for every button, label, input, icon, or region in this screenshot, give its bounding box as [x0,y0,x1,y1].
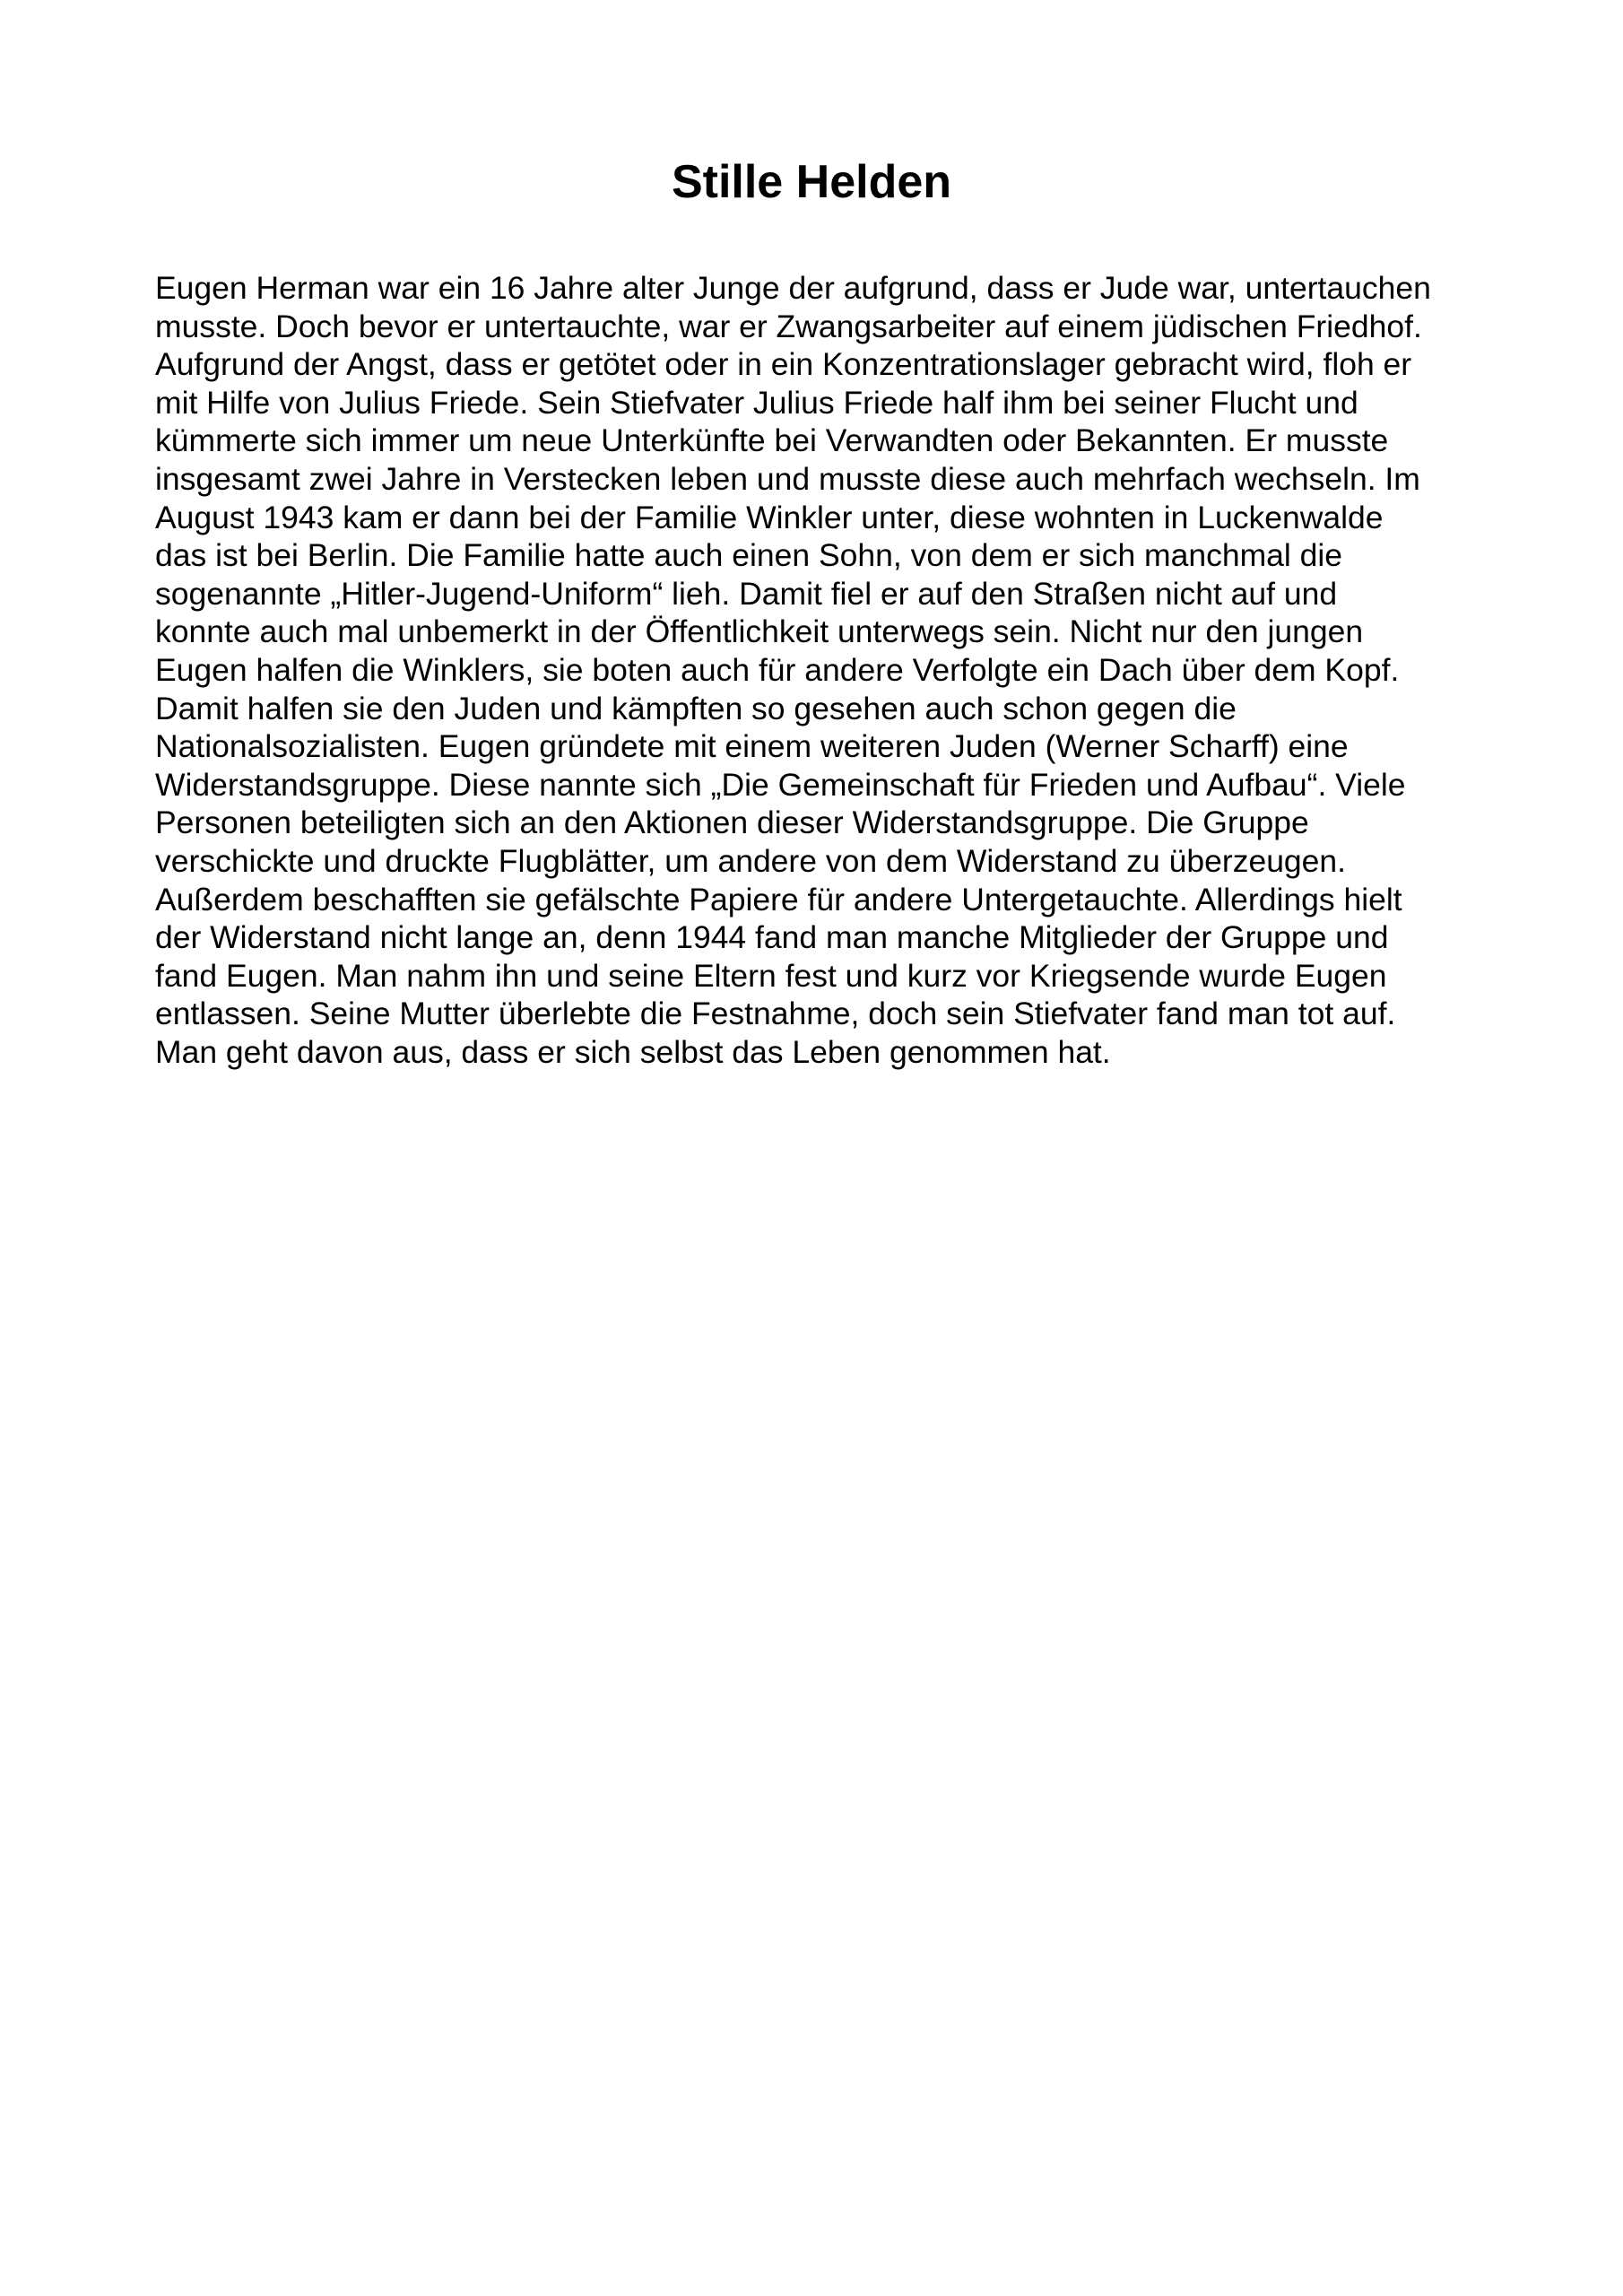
paragraph-line: mit Hilfe von Julius Friede. Sein Stiefvater Julius Friede half ihm bei seiner Flucht und [155,384,1358,421]
paragraph-line: Nationalsozialisten. Eugen gründete mit einem weiteren Juden (Werner Scharff) eine [155,728,1349,765]
paragraph-line: das ist bei Berlin. Die Familie hatte auch einen Sohn, von dem er sich manchmal die [155,537,1343,574]
paragraph-line: Man geht davon aus, dass er sich selbst das Leben genommen hat. [155,1033,1111,1070]
paragraph-line: sogenannte „Hitler-Jugend-Uniform“ lieh. Damit fiel er auf den Straßen nicht auf und [155,575,1338,612]
paragraph-line: musste. Doch bevor er untertauchte, war er Zwangsarbeiter auf einem jüdischen Friedhof. [155,308,1422,344]
paragraph-line: August 1943 kam er dann bei der Familie Winkler unter, diese wohnten in Luckenwalde [155,499,1384,535]
paragraph-line: insgesamt zwei Jahre in Verstecken leben und musste diese auch mehrfach wechseln. Im [155,460,1420,497]
paragraph-line: kümmerte sich immer um neue Unterkünfte bei Verwandten oder Bekannten. Er musste [155,422,1389,459]
paragraph-line: Personen beteiligten sich an den Aktionen dieser Widerstandsgruppe. Die Gruppe [155,804,1309,841]
paragraph-line: Eugen halfen die Winklers, sie boten auch für andere Verfolgte ein Dach über dem Kopf. [155,651,1400,688]
paragraph-line: der Widerstand nicht lange an, denn 1944 fand man manche Mitglieder der Gruppe und [155,919,1389,956]
paragraph-line: verschickte und druckte Flugblätter, um andere von dem Widerstand zu überzeugen. [155,842,1347,879]
paragraph-line: Außerdem beschafften sie gefälschte Papiere für andere Untergetauchte. Allerdings hielt [155,881,1402,918]
paragraph-line: konnte auch mal unbemerkt in der Öffentlichkeit unterwegs sein. Nicht nur den jungen [155,613,1364,650]
paragraph-line: Widerstandsgruppe. Diese nannte sich „Die Gemeinschaft für Frieden und Aufbau“. Viele [155,766,1406,803]
paragraph-line: Aufgrund der Angst, dass er getötet oder in ein Konzentrationslager gebracht wird, floh er [155,346,1412,383]
paragraph-line: fand Eugen. Man nahm ihn und seine Eltern fest und kurz vor Kriegsende wurde Eugen [155,957,1387,994]
paragraph-line: Eugen Herman war ein 16 Jahre alter Junge der aufgrund, dass er Jude war, untertauchen [155,270,1431,306]
paragraph-line: Damit halfen sie den Juden und kämpften so gesehen auch schon gegen die [155,690,1237,726]
paragraph-line: entlassen. Seine Mutter überlebte die Festnahme, doch sein Stiefvater fand man tot auf. [155,996,1396,1032]
document-body-paragraph [155,269,1491,1071]
page-title: Stille Helden [671,156,952,208]
